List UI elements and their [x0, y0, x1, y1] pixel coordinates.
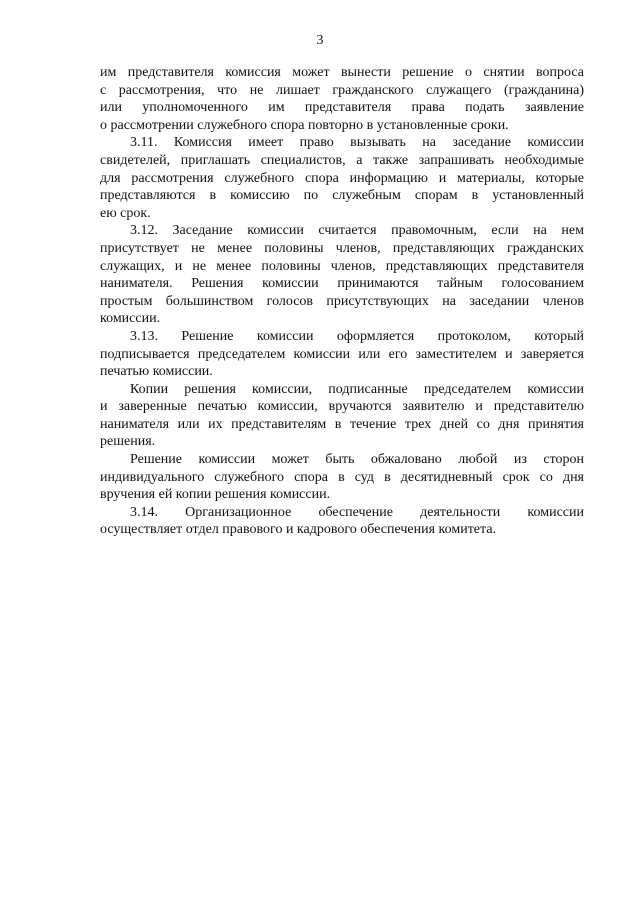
paragraph-3-11: [100, 134, 584, 222]
paragraph-3-14: [100, 504, 584, 539]
paragraph-appeal: [100, 451, 584, 504]
text-line: 3.13. Решение комиссии оформляется протоколом, который: [130, 328, 584, 344]
text-line: простым большинством голосов присутствующих на заседании членов: [100, 293, 584, 309]
document-body: [100, 64, 584, 539]
text-line: нанимателя. Решения комиссии принимаются тайным голосованием: [100, 276, 584, 292]
page-number: 3: [316, 33, 324, 48]
text-line: Решение комиссии может быть обжаловано любой из сторон: [130, 452, 584, 468]
text-line: Копии решения комиссии, подписанные председателем комиссии: [130, 381, 584, 397]
text-line: вручения ей копии решения комиссии.: [100, 487, 331, 503]
text-line: о рассмотрении служебного спора повторно в установленные сроки.: [100, 117, 509, 133]
text-line: для рассмотрения служебного спора информацию и материалы, которые: [100, 170, 584, 186]
text-line: представляются в комиссию по служебным спорам в установленный: [100, 188, 584, 204]
paragraph-3-12: [100, 222, 584, 328]
text-line: индивидуального служебного спора в суд в десятидневный срок со дня: [100, 469, 584, 485]
paragraph-3-13: [100, 328, 584, 381]
text-line: свидетелей, приглашать специалистов, а также запрашивать необходимые: [100, 152, 584, 168]
text-line: и заверенные печатью комиссии, вручаются заявителю и представителю: [100, 399, 584, 415]
text-line: 3.11. Комиссия имеет право вызывать на заседание комиссии: [130, 135, 584, 151]
text-line: ею срок.: [100, 205, 151, 221]
text-line: или уполномоченного им представителя права подать заявление: [100, 100, 584, 116]
text-line: подписывается председателем комиссии или его заместителем и заверяется: [100, 346, 584, 362]
text-line: с рассмотрения, что не лишает гражданского служащего (гражданина): [100, 82, 584, 98]
text-line: нанимателя или их представителям в течение трех дней со дня принятия: [100, 416, 584, 432]
text-line: им представителя комиссия может вынести решение о снятии вопроса: [100, 65, 584, 80]
paragraph-continuation: [100, 64, 584, 134]
text-line: присутствует не менее половины членов, представляющих гражданских: [100, 240, 584, 256]
text-line: 3.14. Организационное обеспечение деятельности комиссии: [130, 504, 584, 520]
text-line: служащих, и не менее половины членов, представляющих представителя: [100, 258, 584, 274]
text-line: печатью комиссии.: [100, 364, 213, 380]
text-line: осуществляет отдел правового и кадрового обеспечения комитета.: [100, 522, 497, 538]
paragraph-copies: [100, 381, 584, 451]
text-line: решения.: [100, 434, 156, 450]
text-line: 3.12. Заседание комиссии считается правомочным, если на нем: [130, 223, 584, 239]
text-line: комиссии.: [100, 311, 161, 327]
